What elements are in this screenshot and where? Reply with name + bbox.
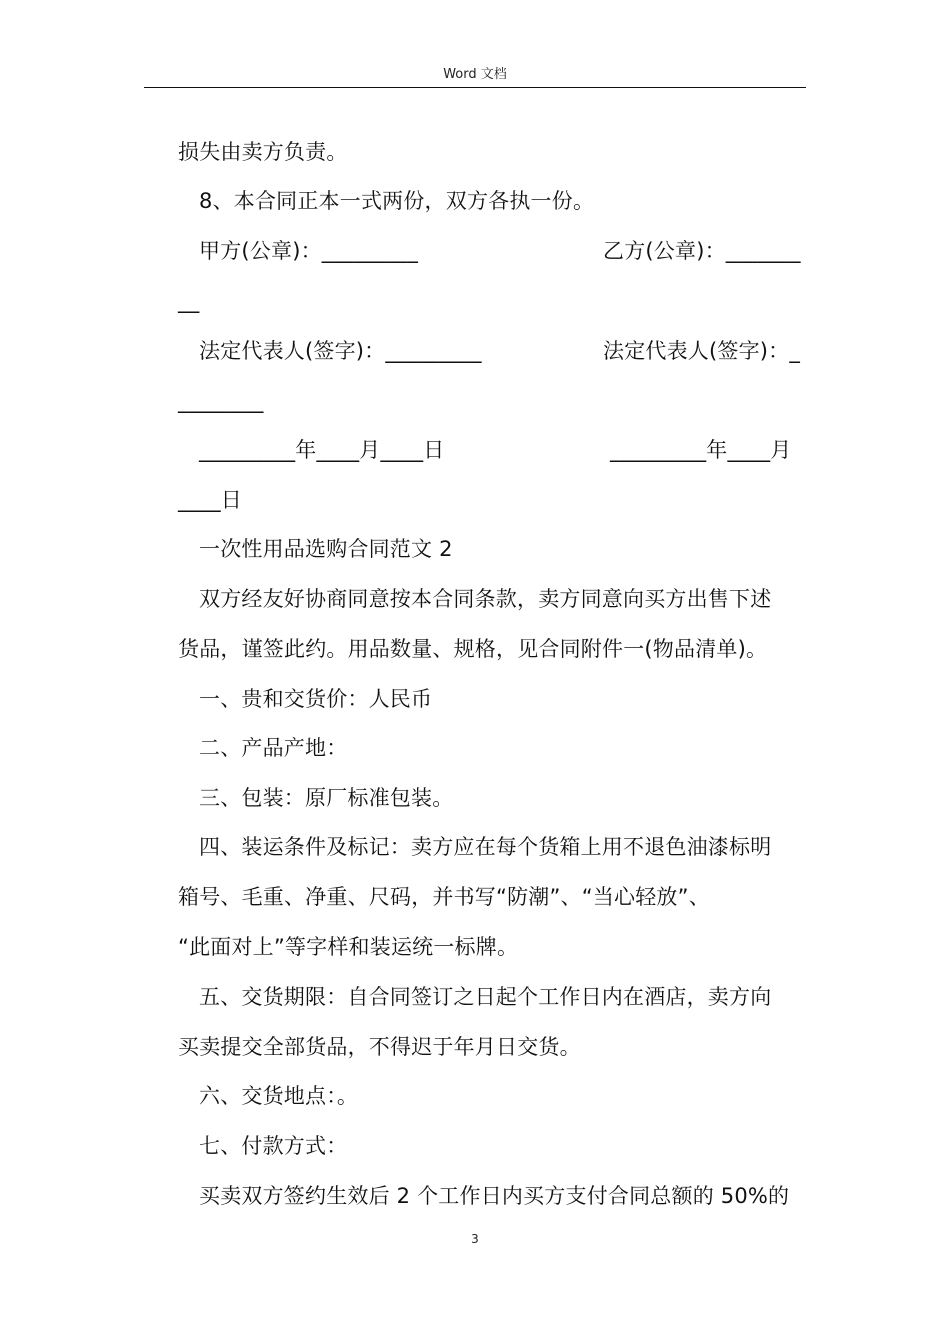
text-line: 买卖双方签约生效后 2 个工作日内买方支付合同总额的 50%的 [199, 1184, 790, 1208]
section-title: 一次性用品选购合同范文 2 [199, 537, 453, 561]
text-line: 一、贵和交货价：人民币 [199, 687, 433, 711]
text-line: 四、装运条件及标记：卖方应在每个货箱上用不退色油漆标明 [199, 835, 772, 859]
text-line: ____日 [178, 488, 242, 512]
page-number: 3 [471, 1232, 479, 1246]
text-line: 双方经友好协商同意按本合同条款，卖方同意向买方出售下述 [199, 587, 772, 611]
text-line: 损失由卖方负责。 [178, 140, 348, 164]
party-a-representative: 法定代表人(签字)：_________ [199, 339, 482, 363]
text-line: 货品，谨签此约。用品数量、规格，见合同附件一(物品清单)。 [178, 637, 768, 661]
party-a-date: _________年____月____日 [199, 438, 445, 462]
party-b-seal: 乙方(公章)：_______ [603, 239, 801, 263]
text-line: 8、本合同正本一式两份，双方各执一份。 [199, 189, 595, 213]
text-line: 五、交货期限：自合同签订之日起个工作日内在酒店，卖方向 [199, 985, 772, 1009]
text-line: “此面对上”等字样和装运统一标牌。 [178, 935, 519, 959]
party-b-representative: 法定代表人(签字)：_ [603, 339, 801, 363]
header-divider [144, 87, 806, 88]
party-a-seal: 甲方(公章)：_________ [199, 239, 419, 263]
text-line: 六、交货地点：。 [199, 1084, 359, 1108]
page-header: Word 文档 [443, 67, 507, 82]
text-line: ________ [178, 389, 264, 413]
party-b-date: _________年____月 [610, 438, 792, 462]
text-line: __ [178, 289, 200, 313]
text-line: 买卖提交全部货品，不得迟于年月日交货。 [178, 1035, 581, 1059]
text-line: 三、包装：原厂标准包装。 [199, 786, 454, 810]
text-line: 箱号、毛重、净重、尺码，并书写“防潮”、“当心轻放”、 [178, 885, 710, 909]
text-line: 七、付款方式： [199, 1134, 348, 1158]
text-line: 二、产品产地： [199, 736, 348, 760]
